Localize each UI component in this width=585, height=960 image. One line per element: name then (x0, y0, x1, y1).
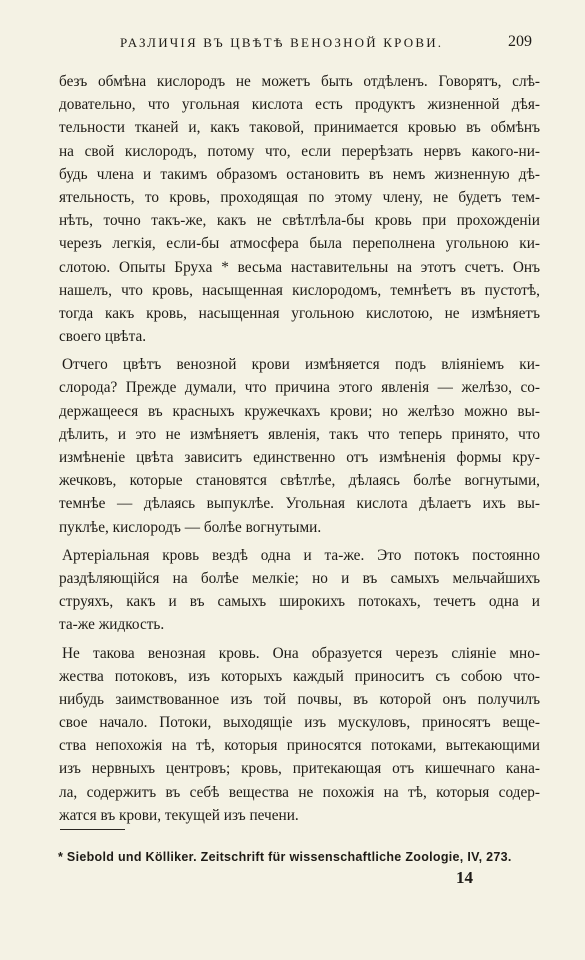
text-line: раздѣляющійся на болѣе мелкіе; но и въ самыхъ мельчайшихъ (59, 569, 540, 587)
page-number: 209 (508, 33, 532, 50)
text-line: безъ обмѣна кислородъ не можетъ быть отдѣленъ. Говорятъ, слѣ- (59, 73, 540, 90)
text-line: слотою. Опыты Бруха * весьма наставительны на этотъ счетъ. Онъ (59, 258, 540, 276)
text-line: изъ нервныхъ центровъ; кровь, притекающая отъ кишечнаго кана- (59, 760, 540, 778)
text-line: тельности тканей и, какъ таковой, принимается кровью въ обмѣнъ (59, 119, 540, 137)
footnote-rule (60, 829, 125, 830)
paragraph (59, 353, 540, 539)
text-line: слорода? Прежде думали, что причина этого явленія — желѣзо, со- (59, 379, 540, 397)
running-title: РАЗЛИЧІЯ ВЪ ЦВѢТѢ ВЕНОЗНОЙ КРОВИ. (120, 35, 444, 50)
text-line: Артеріальная кровь вездѣ одна и та-же. Это потокъ постоянно (62, 546, 540, 564)
text-line: жества потоковъ, изъ которыхъ каждый приноситъ съ собою что- (59, 667, 540, 685)
text-line: свое начало. Потоки, выходящіе изъ мускуловъ, приносятъ веще- (59, 714, 540, 732)
paragraph (59, 70, 540, 348)
text-line: на свой кислородъ, потому что, если перерѣзать нервъ какого-ни- (59, 142, 540, 160)
text-line: нѣть, точно такъ-же, какъ не свѣтлѣла-бы кровь при прохожденіи (59, 212, 540, 230)
text-line: довательно, что угольная кислота есть продуктъ жизненной дѣя- (59, 96, 540, 114)
text-line: струяхъ, какъ и въ самыхъ широкихъ потокахъ, течетъ одна и (59, 593, 540, 611)
text-line: та-же жидкость. (59, 616, 165, 634)
text-line: держащееся въ красныхъ кружечкахъ крови; но желѣзо можно вы- (59, 402, 540, 420)
text-line: ства непохожія на тѣ, которыя приносятся потоками, вытекающими (59, 737, 540, 755)
text-line: Отчего цвѣтъ венозной крови измѣняется подъ вліяніемъ ки- (62, 356, 540, 374)
text-line: нашелъ, что кровь, насыщенная кислородомъ, темнѣетъ въ пустотѣ, (59, 281, 540, 299)
text-line: Не такова венозная кровь. Она образуется черезъ сліяніе мно- (62, 644, 540, 662)
text-line: ятельность, то кровь, проходящая по этому члену, не будетъ тем- (59, 188, 540, 206)
signature-mark: 14 (456, 868, 473, 887)
footnote: * Siebold und Kölliker. Zeitschrift für wissenschaftliche Zoologie, IV, 273. (58, 850, 512, 864)
text-line: тогда какъ кровь, насыщенная угольною кислотою, не измѣняетъ (59, 304, 540, 322)
text-line: будь члена и такимъ образомъ остановить въ немъ жизненную дѣ- (59, 165, 540, 183)
running-head (0, 32, 585, 56)
text-line: ла, содержитъ въ себѣ вещества не похожія на тѣ, которыя содер- (59, 783, 540, 801)
text-line: жечковъ, которые становятся свѣтлѣе, дѣлаясь болѣе вогнутыми, (59, 472, 540, 490)
text-line: дѣлить, и это не измѣняетъ явленія, такъ что теперь принято, что (59, 425, 540, 443)
text-line: нибудь заимствованное изъ той почвы, въ которой онъ получилъ (59, 690, 540, 708)
text-line: измѣненіе цвѣта зависитъ единственно отъ измѣненія формы кру- (59, 449, 540, 466)
body-text (59, 70, 540, 827)
text-line: черезъ легкія, если-бы атмосфера была переполнена угольною ки- (59, 235, 540, 253)
paragraph (59, 544, 540, 637)
text-line: своего цвѣта. (59, 328, 147, 346)
text-line: пуклѣе, кислородъ — болѣе вогнутыми. (59, 518, 322, 536)
text-line: жатся въ крови, текущей изъ печени. (59, 806, 299, 824)
paragraph (59, 642, 540, 828)
text-line: темнѣе — дѣлаясь выпуклѣе. Угольная кислота дѣлаетъ ихъ вы- (59, 495, 540, 513)
